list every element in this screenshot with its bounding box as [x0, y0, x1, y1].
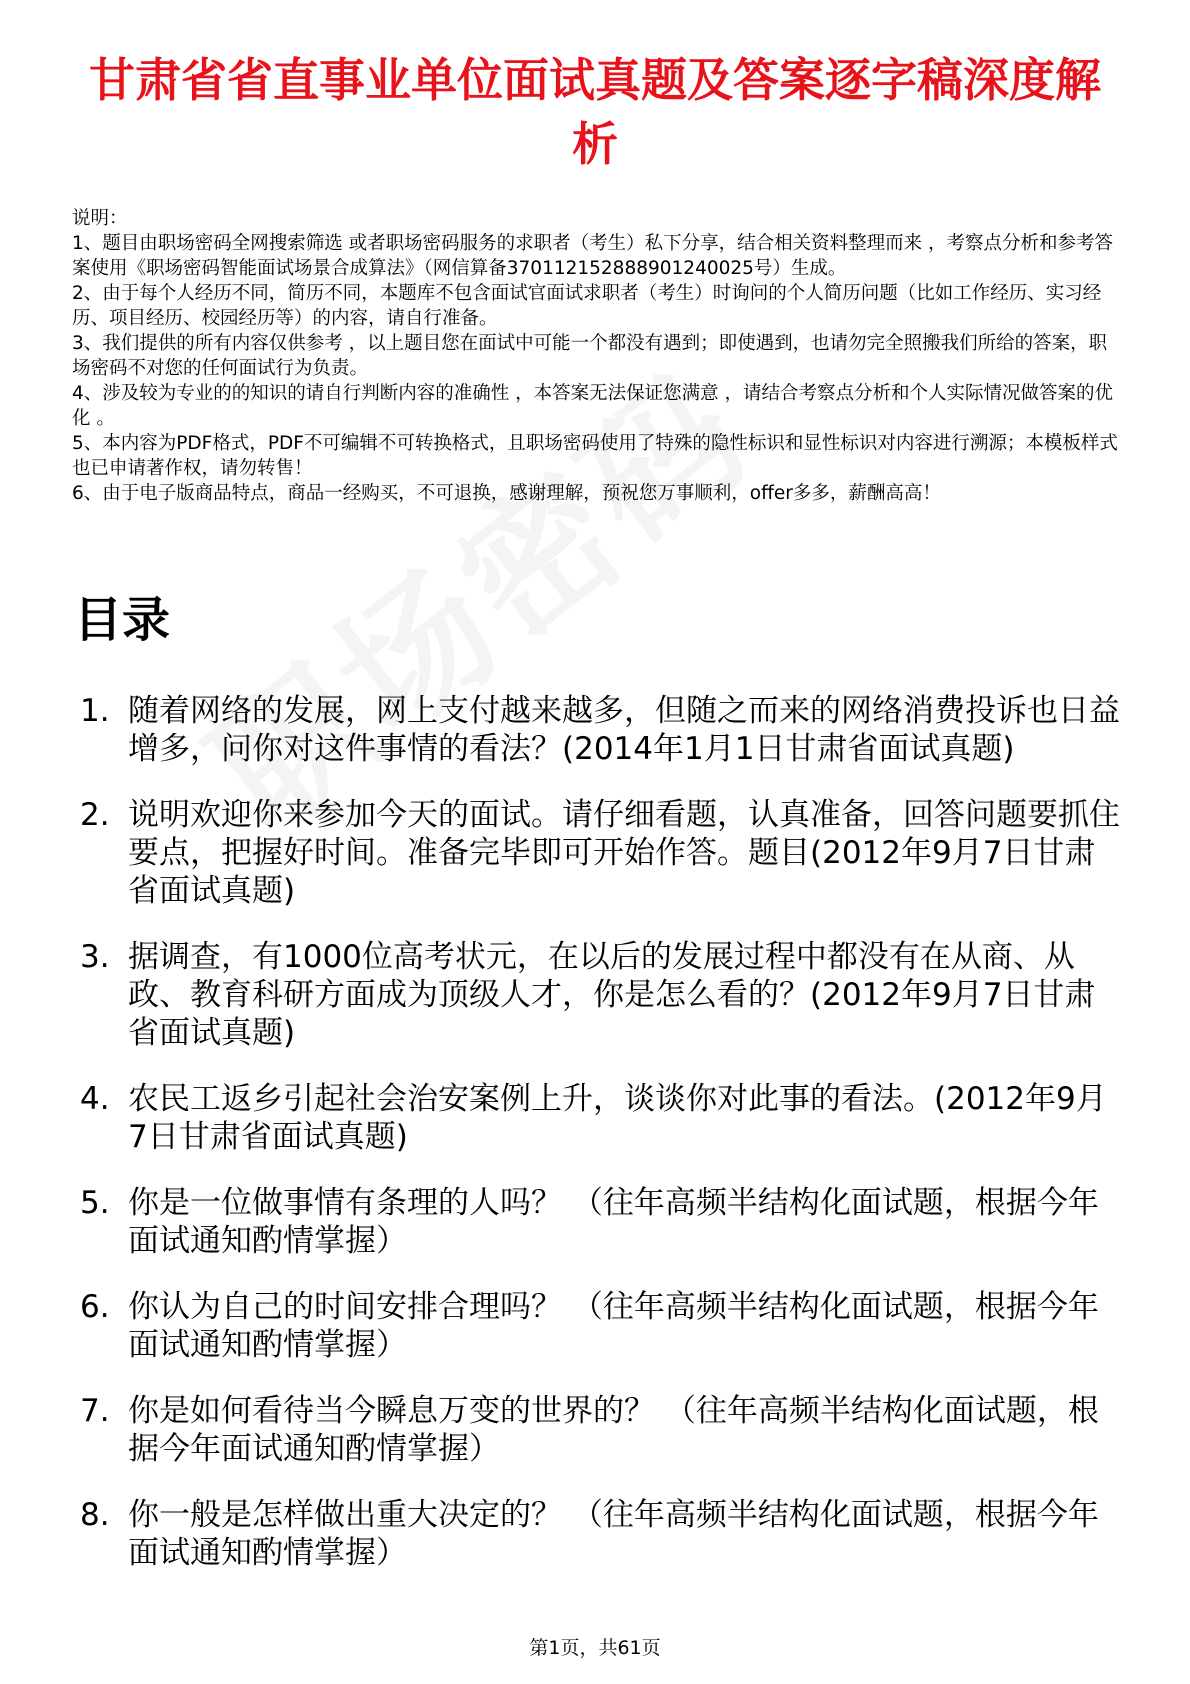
toc-item-number: 7. — [80, 1393, 110, 1429]
note-item: 1、题目由职场密码全网搜索筛选 或者职场密码服务的求职者（考生）私下分享，结合相关资料整理而来 ，考察点分析和参考答案使用《职场密码智能面试场景合成算法》（网信算备370112152888901240025号）生成。 — [72, 233, 1114, 279]
document-title: 甘肃省省直事业单位面试真题及答案逐字稿深度解析 — [89, 53, 1101, 171]
toc-item[interactable] — [80, 1392, 1120, 1468]
toc-item-text[interactable]: 农民工返乡引起社会治安案例上升，谈谈你对此事的看法。(2012年9月7日甘肃省面试真题) — [128, 1081, 1107, 1155]
toc-item[interactable] — [80, 1288, 1120, 1364]
notes-heading: 说明： — [72, 208, 128, 229]
toc-item-number: 4. — [80, 1081, 110, 1117]
toc-item-number: 6. — [80, 1289, 110, 1325]
toc-item[interactable] — [80, 1496, 1120, 1572]
toc-item-number: 3. — [80, 939, 110, 975]
note-item: 3、我们提供的所有内容仅供参考 ，以上题目您在面试中可能一个都没有遇到；即使遇到，也请勿完全照搬我们所给的答案，职场密码不对您的任何面试行为负责。 — [72, 333, 1108, 379]
toc-item-text[interactable]: 你是如何看待当今瞬息万变的世界的？ （往年高频半结构化面试题，根据今年面试通知酌情掌握） — [128, 1393, 1099, 1467]
toc-item-text[interactable]: 你认为自己的时间安排合理吗？ （往年高频半结构化面试题，根据今年面试通知酌情掌握） — [128, 1289, 1099, 1363]
toc-item-text[interactable]: 你是一位做事情有条理的人吗？ （往年高频半结构化面试题，根据今年面试通知酌情掌握） — [128, 1185, 1099, 1259]
note-item: 4、涉及较为专业的的知识的请自行判断内容的准确性 ，本答案无法保证您满意 ，请结合考察点分析和个人实际情况做答案的优化 。 — [72, 383, 1114, 429]
toc-list — [80, 692, 1120, 1600]
note-item: 5、本内容为PDF格式，PDF不可编辑不可转换格式，且职场密码使用了特殊的隐性标识和显性标识对内容进行溯源；本模板样式也已申请著作权，请勿转售！ — [72, 433, 1118, 479]
toc-item[interactable] — [80, 692, 1120, 768]
toc-item-number: 5. — [80, 1185, 110, 1221]
toc-heading: 目录 — [74, 592, 171, 648]
note-item: 2、由于每个人经历不同，简历不同，本题库不包含面试官面试求职者（考生）时询问的个人简历问题（比如工作经历、实习经历、项目经历、校园经历等）的内容，请自行准备。 — [72, 283, 1102, 329]
toc-item[interactable] — [80, 1184, 1120, 1260]
note-item: 6、由于电子版商品特点，商品一经购买，不可退换，感谢理解，预祝您万事顺利，offer多多，薪酬高高！ — [72, 483, 941, 504]
toc-item[interactable] — [80, 938, 1120, 1052]
toc-item-text[interactable]: 你一般是怎样做出重大决定的？ （往年高频半结构化面试题，根据今年面试通知酌情掌握） — [128, 1497, 1099, 1571]
toc-item-number: 2. — [80, 797, 110, 833]
toc-item-number: 8. — [80, 1497, 110, 1533]
toc-item[interactable] — [80, 1080, 1120, 1156]
toc-item[interactable] — [80, 796, 1120, 910]
toc-item-text[interactable]: 说明欢迎你来参加今天的面试。请仔细看题，认真准备，回答问题要抓住要点，把握好时间。准备完毕即可开始作答。题目(2012年9月7日甘肃省面试真题) — [128, 797, 1120, 909]
page-footer: 第1页，共61页 — [529, 1637, 661, 1659]
toc-item-text[interactable]: 随着网络的发展，网上支付越来越多，但随之而来的网络消费投诉也日益增多，问你对这件事情的看法？(2014年1月1日甘肃省面试真题) — [128, 693, 1120, 767]
toc-item-number: 1. — [80, 693, 110, 729]
notes-section — [72, 206, 1122, 506]
toc-item-text[interactable]: 据调查，有1000位高考状元，在以后的发展过程中都没有在从商、从政、教育科研方面成为顶级人才，你是怎么看的？(2012年9月7日甘肃省面试真题) — [128, 939, 1096, 1051]
